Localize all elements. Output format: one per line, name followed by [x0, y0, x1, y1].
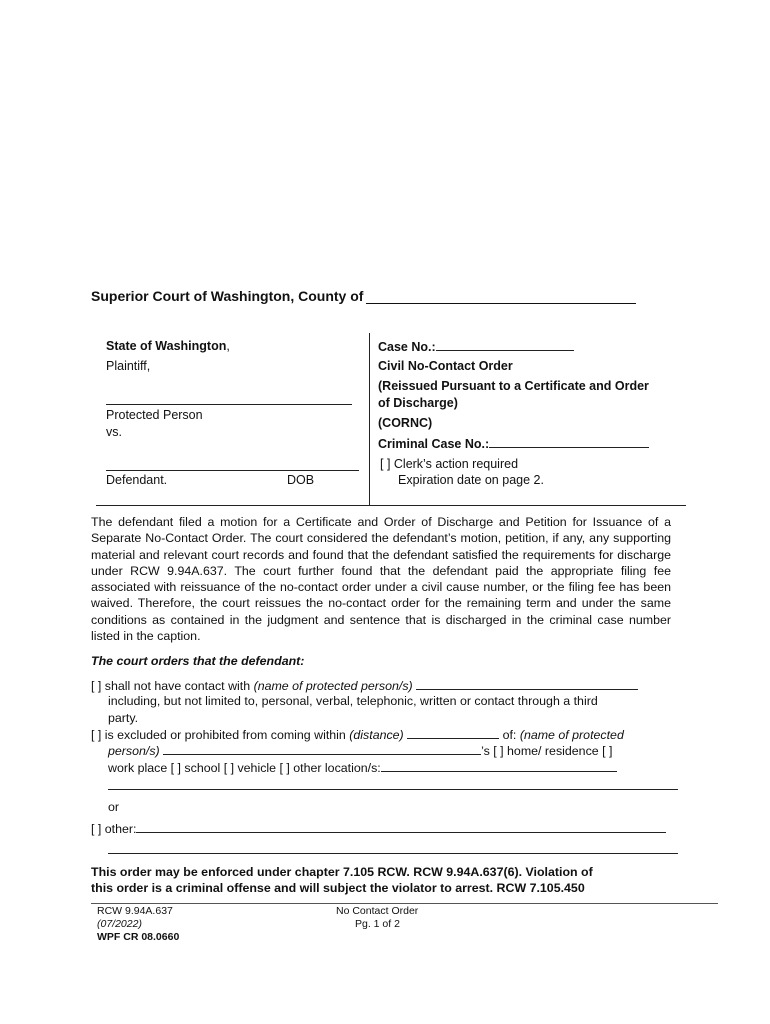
court-title: [91, 288, 636, 304]
footer-page-number: Pg. 1 of 2: [355, 918, 400, 930]
defendant-blank[interactable]: [106, 470, 359, 471]
no-contact-checkbox[interactable]: [ ] shall not have contact with: [91, 679, 251, 693]
excluded-person-blank[interactable]: [163, 742, 481, 755]
orders-heading: The court orders that the defendant:: [91, 654, 305, 668]
doc-title-line2: (Reissued Pursuant to a Certificate and Order: [378, 379, 649, 393]
other-location-blank-2[interactable]: [108, 789, 678, 790]
dob-label: DOB: [287, 473, 315, 487]
exclusion-checkbox[interactable]: [ ] is excluded or prohibited from coming within: [91, 728, 346, 742]
exclusion-locations-line: [108, 759, 617, 776]
defendant-label: Defendant.: [106, 473, 168, 487]
distance-blank[interactable]: [407, 726, 499, 739]
footer-rcw: RCW 9.94A.637: [97, 905, 173, 917]
footer-form-number: WPF CR 08.0660: [97, 931, 180, 943]
enforcement-line1: This order may be enforced under chapter 7.105 RCW. RCW 9.94A.637(6). Violation of: [91, 865, 593, 879]
expiration-note: Expiration date on page 2.: [398, 473, 544, 487]
case-no-blank[interactable]: [436, 338, 574, 351]
protected-person-blank[interactable]: [106, 404, 352, 405]
location-checkboxes[interactable]: work place [ ] school [ ] vehicle [ ] other location/s:: [108, 761, 381, 775]
doc-title-line1: Civil No-Contact Order: [378, 359, 513, 373]
other-blank[interactable]: [136, 820, 666, 833]
protected-person-name-blank[interactable]: [416, 677, 638, 690]
other-location-blank[interactable]: [381, 759, 617, 772]
doc-title-line3: of Discharge): [378, 396, 458, 410]
footer-rule: [91, 903, 718, 904]
other-blank-2[interactable]: [108, 853, 678, 854]
no-contact-order-line: [ ] shall not have contact with (name of protected person/s): [91, 677, 638, 694]
doc-code: (CORNC): [378, 416, 433, 430]
no-contact-detail: including, but not limited to, personal, verbal, telephonic, written or contact through a third: [108, 694, 598, 708]
exclusion-order-line: [ ] is excluded or prohibited from coming within (distance) of: (name of protected: [91, 728, 624, 742]
protected-person-label: Protected Person: [106, 408, 203, 422]
caption-bottom-rule: [96, 505, 686, 506]
criminal-case-no-blank[interactable]: [489, 435, 649, 448]
footer-doc-name: No Contact Order: [336, 905, 419, 917]
county-blank[interactable]: [366, 289, 636, 304]
footer-date: (07/2022): [97, 918, 142, 930]
plaintiff-label: Plaintiff,: [106, 359, 151, 373]
court-title-text: Superior Court of Washington, County of: [91, 288, 364, 304]
state-label: State of Washington,: [106, 339, 230, 353]
home-residence-checkbox[interactable]: ’s [ ] home/ residence [ ]: [481, 744, 613, 758]
no-contact-detail-end: party.: [108, 711, 139, 725]
enforcement-line2: this order is a criminal offense and will subject the violator to arrest. RCW 7.105.450: [91, 881, 585, 895]
vs-label: vs.: [106, 425, 122, 439]
caption-divider: [369, 333, 370, 505]
other-order-line: [91, 820, 666, 837]
clerk-action-checkbox[interactable]: [ ] Clerk’s action required: [380, 457, 519, 471]
criminal-case-no: Criminal Case No.:: [378, 435, 649, 453]
exclusion-person-line: person/s) ’s [ ] home/ residence [ ]: [108, 744, 613, 758]
or-label: or: [108, 800, 120, 814]
findings-paragraph: The defendant filed a motion for a Certificate and Order of Discharge and Petition for Issuance of a Separate No-Contact Order. The court considered the defendant’s motion, petition, if any, any supporting material and relevant court records and found that the defendant satisfied the requirements for discharge under RCW 9.94A.637. The court further found that the defendant paid the appropriate filing fee associated with reissuance of the no-contact order under a civil cause number, or the filing fee has been waived. Therefore, the court reissues the no-contact order for the remaining term and under the same conditions as contained in the judgment and sentence that is discharged in the criminal case number listed in the caption.: [91, 515, 671, 644]
other-checkbox[interactable]: [ ] other:: [91, 822, 137, 836]
case-no: Case No.:: [378, 338, 574, 356]
